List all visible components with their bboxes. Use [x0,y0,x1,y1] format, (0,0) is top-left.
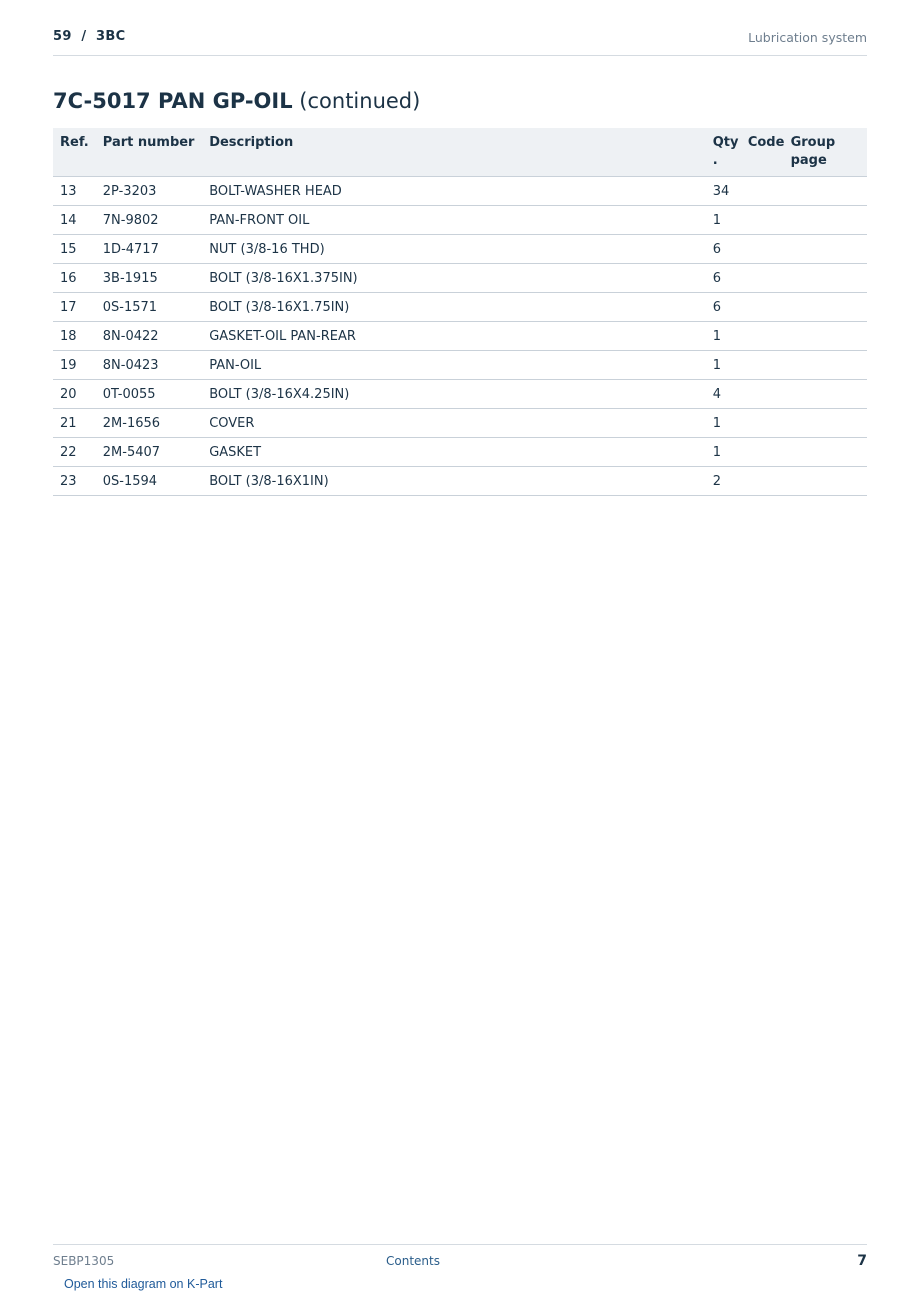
cell-part-number: 0S-1594 [96,467,202,496]
column-header-code: Code [741,128,784,177]
cell-part-number: 8N-0423 [96,351,202,380]
column-header-ref: Ref. [53,128,96,177]
table-row [53,351,867,380]
header-row [53,128,867,177]
cell-group-page [784,351,867,380]
table-row [53,322,867,351]
cell-ref: 16 [53,264,96,293]
column-header-qty [706,128,741,177]
cell-ref: 13 [53,177,96,206]
cell-part-number: 2P-3203 [96,177,202,206]
cell-qty: 6 [706,264,741,293]
title-suffix: (continued) [299,89,421,113]
cell-code [741,467,784,496]
table-row [53,235,867,264]
cell-qty: 2 [706,467,741,496]
page-number: 7 [857,1253,867,1269]
cell-ref: 20 [53,380,96,409]
cell-group-page [784,264,867,293]
cell-description: BOLT-WASHER HEAD [202,177,706,206]
title-part-id: 7C-5017 PAN GP-OIL [53,89,293,113]
table-row [53,293,867,322]
cell-code [741,409,784,438]
cell-ref: 23 [53,467,96,496]
cell-code [741,380,784,409]
cell-code [741,322,784,351]
group-header-line2: page [790,153,827,168]
breadcrumb: 59 / 3BC [53,29,126,44]
cell-group-page [784,293,867,322]
cell-code [741,264,784,293]
qty-header-line1: Qty [712,135,739,150]
cell-ref: 19 [53,351,96,380]
cell-description: BOLT (3/8-16X1.375IN) [202,264,706,293]
cell-description: NUT (3/8-16 THD) [202,235,706,264]
kpart-diagram-link[interactable]: Open this diagram on K-Part [64,1277,223,1291]
column-header-group-page [784,128,867,177]
cell-description: GASKET [202,438,706,467]
cell-group-page [784,322,867,351]
cell-qty: 34 [706,177,741,206]
cell-qty: 1 [706,322,741,351]
cell-group-page [784,177,867,206]
cell-qty: 1 [706,438,741,467]
cell-qty: 4 [706,380,741,409]
table-row [53,264,867,293]
cell-code [741,235,784,264]
parts-table-body [53,177,867,496]
cell-code [741,206,784,235]
cell-description: COVER [202,409,706,438]
column-header-part-number: Part number [96,128,202,177]
cell-group-page [784,235,867,264]
section-name: Lubrication system [748,30,867,45]
cell-description: PAN-OIL [202,351,706,380]
cell-ref: 18 [53,322,96,351]
cell-part-number: 8N-0422 [96,322,202,351]
table-row [53,438,867,467]
group-header-line1: Group [790,135,836,150]
cell-group-page [784,467,867,496]
parts-table [53,128,867,496]
cell-qty: 6 [706,293,741,322]
qty-header-line2: . [712,153,718,168]
cell-code [741,351,784,380]
contents-link[interactable]: Contents [386,1254,440,1268]
parts-table-header [53,128,867,177]
cell-part-number: 3B-1915 [96,264,202,293]
cell-code [741,177,784,206]
cell-description: GASKET-OIL PAN-REAR [202,322,706,351]
table-row [53,409,867,438]
cell-ref: 21 [53,409,96,438]
cell-description: PAN-FRONT OIL [202,206,706,235]
cell-part-number: 2M-1656 [96,409,202,438]
cell-qty: 1 [706,351,741,380]
cell-ref: 17 [53,293,96,322]
table-row [53,177,867,206]
cell-description: BOLT (3/8-16X4.25IN) [202,380,706,409]
document-number: SEBP1305 [53,1254,115,1268]
cell-qty: 1 [706,409,741,438]
page-header [53,28,867,56]
cell-group-page [784,206,867,235]
table-row [53,206,867,235]
table-row [53,380,867,409]
cell-code [741,438,784,467]
cell-part-number: 2M-5407 [96,438,202,467]
cell-code [741,293,784,322]
table-row [53,467,867,496]
page-title [53,89,420,113]
cell-qty: 6 [706,235,741,264]
cell-part-number: 0S-1571 [96,293,202,322]
cell-description: BOLT (3/8-16X1IN) [202,467,706,496]
cell-group-page [784,380,867,409]
column-header-description: Description [202,128,706,177]
cell-ref: 15 [53,235,96,264]
cell-part-number: 7N-9802 [96,206,202,235]
cell-ref: 14 [53,206,96,235]
page-footer [53,1244,867,1295]
cell-description: BOLT (3/8-16X1.75IN) [202,293,706,322]
cell-group-page [784,438,867,467]
cell-part-number: 0T-0055 [96,380,202,409]
cell-qty: 1 [706,206,741,235]
cell-ref: 22 [53,438,96,467]
cell-group-page [784,409,867,438]
cell-part-number: 1D-4717 [96,235,202,264]
